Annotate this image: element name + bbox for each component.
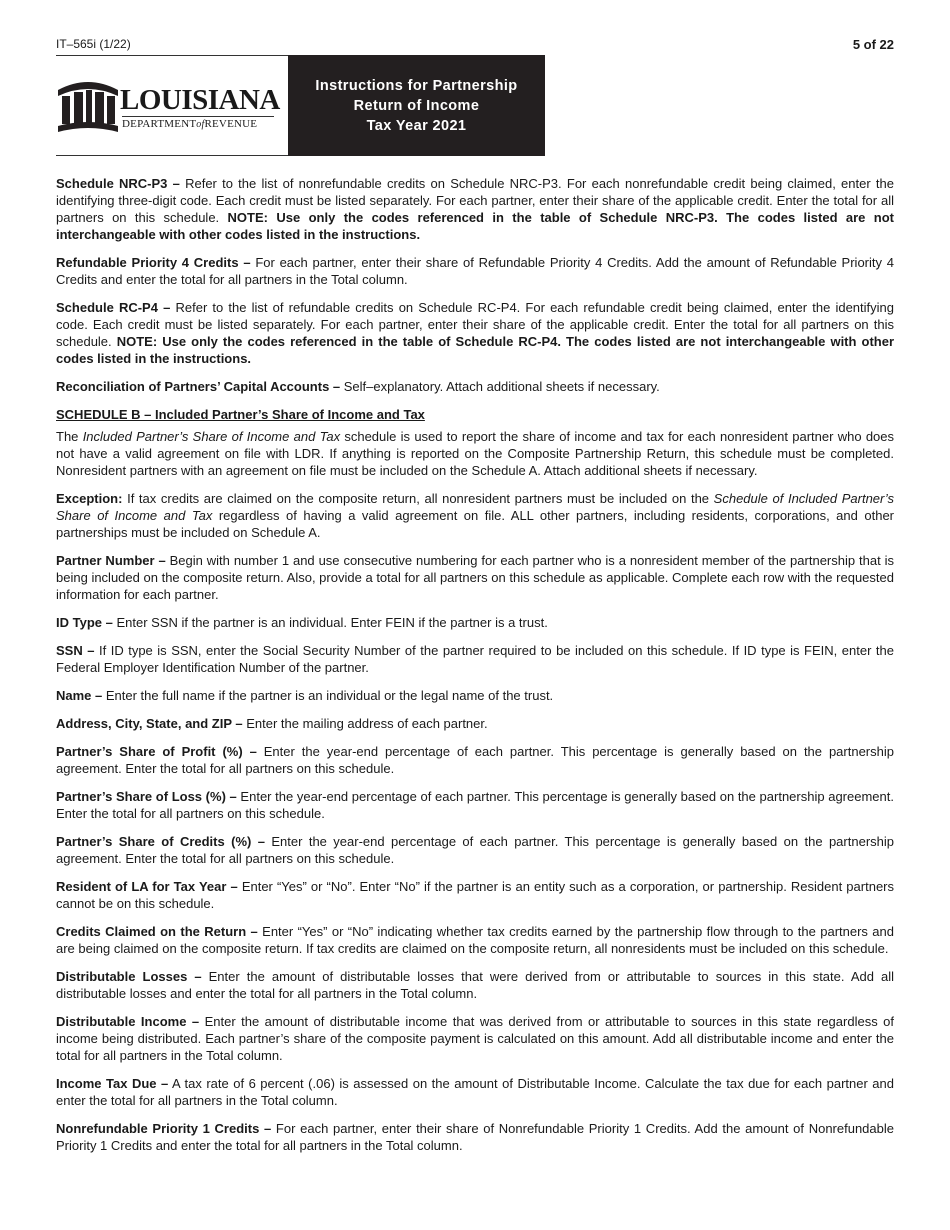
form-id: IT–565i (1/22) [56,37,131,51]
paragraph-reconciliation: Reconciliation of Partners’ Capital Accounts – Self–explanatory. Attach additional sheets if necessary. [56,379,660,394]
ldr-logo [56,55,288,156]
paragraph-share-credits: Partner’s Share of Credits (%) – Enter the year-end percentage of each partner. This percentage is generally based on the partnership agreement. Enter the total for all partners on this schedule. [56,834,894,866]
title-line-3: Tax Year 2021 [366,117,467,134]
paragraph-schedule-b-intro: The Included Partner’s Share of Income and Tax schedule is used to report the share of income and tax for each nonresident partner who does not have a valid agreement on file with LDR. If anything is reported on the Composite Partnership Return, this schedule must be completed. Nonresident partners with an agreement on file must be included on the Schedule A. Attach additional sheets if necessary. [56,429,895,478]
paragraph-credits-claimed: Credits Claimed on the Return – Enter “Yes” or “No” indicating whether tax credits earned by the partnership flow through to the partners and are being claimed on the composite return. If tax credits are claimed on the composite return, all nonresidents must be included on this schedule. [56,924,894,956]
logo-rule [122,116,274,117]
paragraph-share-profit: Partner’s Share of Profit (%) – Enter the year-end percentage of each partner. This percentage is generally based on the partnership agreement. Enter the total for all partners on this schedule. [56,744,894,776]
paragraph-name: Name – Enter the full name if the partner is an individual or the legal name of the trust. [56,688,554,703]
paragraph-nonrefundable-priority-1: Nonrefundable Priority 1 Credits – For each partner, enter their share of Nonrefundable Priority 1 Credits. Add the amount of Nonrefundable Priority 1 Credits and enter the total for all partners in the Total column. [56,1121,894,1153]
paragraph-id-type: ID Type – Enter SSN if the partner is an individual. Enter FEIN if the partner is a trust. [56,615,548,630]
schedule-b-heading: SCHEDULE B – Included Partner’s Share of Income and Tax [56,407,425,422]
paragraph-share-loss: Partner’s Share of Loss (%) – Enter the year-end percentage of each partner. This percentage is generally based on the partnership agreement. Enter the total for all partners on this schedule. [56,789,894,821]
capitol-columns-icon [56,76,120,138]
paragraph-schedule-rc-p4: Schedule RC-P4 – Refer to the list of refundable credits on Schedule RC-P4. For each refundable credit being claimed, enter the identifying code. Each credit must be listed separately. For each partner, enter their share of the applicable credit. Enter the total for all partners on this schedule. NOTE: Use only the codes referenced in the table of Schedule RC-P4. The codes listed are not interchangeable with other codes listed in the instructions. [56,300,895,366]
title-line-1: Instructions for Partnership [315,77,518,94]
logo-wordmark: LOUISIANA [120,84,280,116]
document-title [288,55,545,156]
instructions-body [56,175,894,1165]
paragraph-distributable-income: Distributable Income – Enter the amount of distributable income that was derived from or attributable to sources in this state regardless of income being distributed. Each partner’s share of the composite payment is calculated on this amount. Add all distributable income and enter the total for all partners in the Total column. [56,1014,894,1063]
paragraph-income-tax-due: Income Tax Due – A tax rate of 6 percent (.06) is assessed on the amount of Distributable Income. Calculate the tax due for each partner and enter the total for all partners in the Total column. [56,1076,895,1108]
paragraph-address: Address, City, State, and ZIP – Enter the mailing address of each partner. [56,716,488,731]
paragraph-exception: Exception: If tax credits are claimed on the composite return, all nonresident partners must be included on the Schedule of Included Partner’s Share of Income and Tax regardless of having a valid agreement on file. ALL other partners, including residents, corporations, and other partnerships must be included on Schedule A. [56,491,895,540]
paragraph-refundable-priority-4: Refundable Priority 4 Credits – For each partner, enter their share of Refundable Priority 4 Credits. Add the amount of Refundable Priority 4 Credits and enter the total for all partners in the Total column. [56,255,894,287]
paragraph-resident-la: Resident of LA for Tax Year – Enter “Yes” or “No”. Enter “No” if the partner is an entity such as a corporation, or partnership. Resident partners cannot be on this schedule. [56,879,895,911]
paragraph-partner-number: Partner Number – Begin with number 1 and use consecutive numbering for each partner who is a nonresident member of the partnership that is being included on the composite return. Also, provide a total for all partners on this schedule as applicable. Complete each row with the requested information for each partner. [56,553,895,602]
title-line-2: Return of Income [353,97,480,114]
page-number: 5 of 22 [852,37,894,52]
logo-department: DEPARTMENTofREVENUE [122,118,258,130]
paragraph-distributable-losses: Distributable Losses – Enter the amount of distributable losses that were derived from or attributable to sources in this state. Add all distributable losses and enter the total for all partners in the Total column. [56,969,894,1001]
paragraph-ssn: SSN – If ID type is SSN, enter the Social Security Number of the partner required to be included on this schedule. If ID type is FEIN, enter the Federal Employer Identification Number of the partner. [56,643,894,675]
paragraph-schedule-nrc-p3: Schedule NRC-P3 – Refer to the list of nonrefundable credits on Schedule NRC-P3. For each nonrefundable credit being claimed, enter the identifying three-digit code. Each credit must be listed separately. For each partner, enter their share of the applicable credit. Enter the total for all partners on this schedule. NOTE: Use only the codes referenced in the table of Schedule NRC-P3. The codes listed are not interchangeable with other codes listed in the instructions. [56,176,894,242]
